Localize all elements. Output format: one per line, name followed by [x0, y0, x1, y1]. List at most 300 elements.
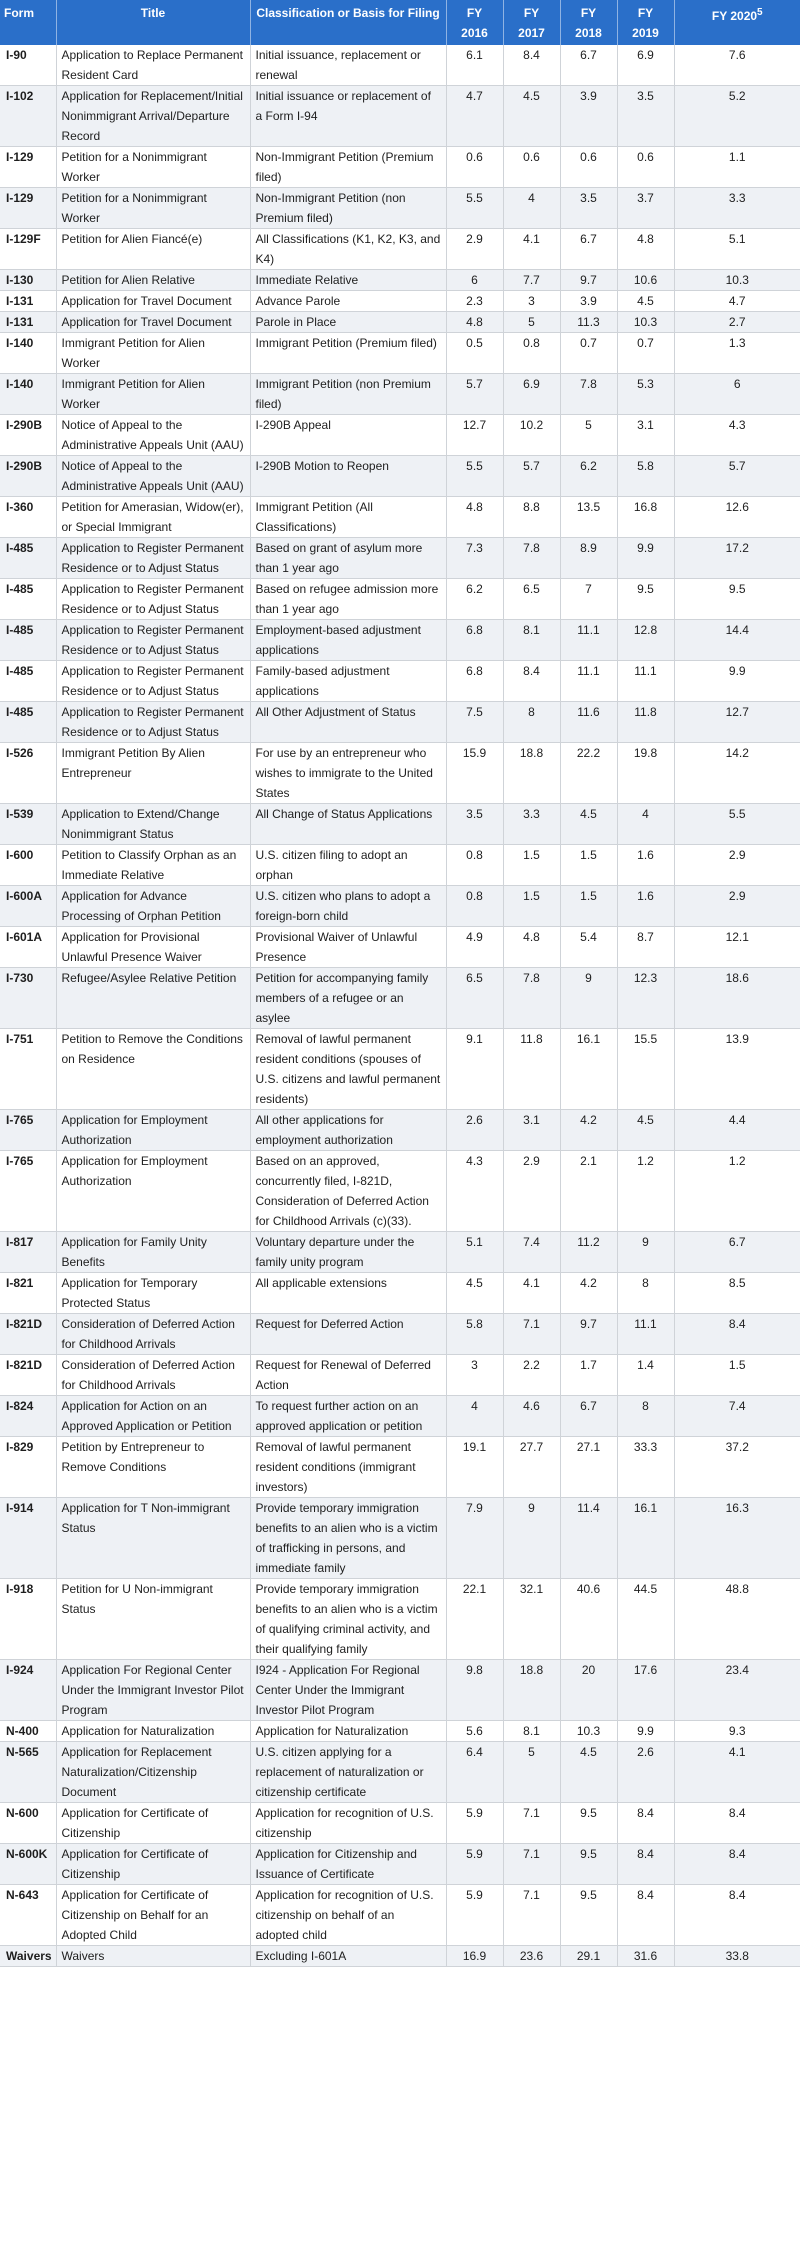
fy2019-cell: 12.8	[617, 620, 674, 661]
classification-cell: U.S. citizen who plans to adopt a foreign-born child	[250, 886, 446, 927]
fy2018-cell: 27.1	[560, 1437, 617, 1498]
classification-cell: Provide temporary immigration benefits to an alien who is a victim of qualifying criminal activity, and their qualifying family	[250, 1579, 446, 1660]
fy2020-cell: 9.3	[674, 1721, 800, 1742]
fy2018-cell: 4.2	[560, 1273, 617, 1314]
form-cell: I-600A	[0, 886, 56, 927]
fy2019-cell: 4.5	[617, 1110, 674, 1151]
fy2020-cell: 8.4	[674, 1803, 800, 1844]
table-row	[0, 886, 800, 927]
classification-cell: Removal of lawful permanent resident conditions (spouses of U.S. citizens and lawful permanent residents)	[250, 1029, 446, 1110]
fy2018-cell: 1.5	[560, 845, 617, 886]
fy2018-cell: 3.9	[560, 291, 617, 312]
fy2016-cell: 12.7	[446, 415, 503, 456]
form-cell: I-824	[0, 1396, 56, 1437]
table-row	[0, 1946, 800, 1967]
table-row	[0, 1151, 800, 1232]
fy2017-cell: 7.1	[503, 1844, 560, 1885]
fy2018-cell: 11.2	[560, 1232, 617, 1273]
fy2016-cell: 0.8	[446, 886, 503, 927]
fy2019-cell: 9.5	[617, 579, 674, 620]
fy2019-cell: 10.3	[617, 312, 674, 333]
fy2017-cell: 10.2	[503, 415, 560, 456]
title-cell: Petition for U Non-immigrant Status	[56, 1579, 250, 1660]
form-cell: I-131	[0, 291, 56, 312]
fy2018-cell: 11.1	[560, 620, 617, 661]
fy2016-cell: 15.9	[446, 743, 503, 804]
fy2019-cell: 19.8	[617, 743, 674, 804]
table-row	[0, 270, 800, 291]
form-cell: I-129	[0, 147, 56, 188]
fy2020-cell: 1.3	[674, 333, 800, 374]
form-cell: I-140	[0, 333, 56, 374]
table-row	[0, 1232, 800, 1273]
fy2016-cell: 4.8	[446, 497, 503, 538]
title-cell: Application for Provisional Unlawful Presence Waiver	[56, 927, 250, 968]
title-cell: Application for Travel Document	[56, 291, 250, 312]
fy2020-cell: 2.9	[674, 845, 800, 886]
fy2020-cell: 7.4	[674, 1396, 800, 1437]
form-cell: I-290B	[0, 415, 56, 456]
table-row	[0, 1579, 800, 1660]
fy2017-cell: 32.1	[503, 1579, 560, 1660]
form-cell: N-643	[0, 1885, 56, 1946]
fy2018-cell: 11.6	[560, 702, 617, 743]
fy2020-cell: 48.8	[674, 1579, 800, 1660]
table-row	[0, 291, 800, 312]
fy2016-cell: 4.3	[446, 1151, 503, 1232]
form-cell: I-485	[0, 661, 56, 702]
fy2018-cell: 13.5	[560, 497, 617, 538]
fy2019-cell: 9.9	[617, 538, 674, 579]
fy2016-cell: 9.1	[446, 1029, 503, 1110]
fy2016-cell: 6.2	[446, 579, 503, 620]
fy2019-cell: 15.5	[617, 1029, 674, 1110]
title-cell: Application to Extend/Change Nonimmigrant Status	[56, 804, 250, 845]
title-cell: Application for Travel Document	[56, 312, 250, 333]
table-row	[0, 661, 800, 702]
header-form	[0, 0, 56, 45]
fy2019-cell: 1.6	[617, 886, 674, 927]
fy2016-cell: 4.7	[446, 86, 503, 147]
fy2016-cell: 22.1	[446, 1579, 503, 1660]
title-cell: Notice of Appeal to the Administrative Appeals Unit (AAU)	[56, 456, 250, 497]
header-fy2017	[503, 0, 560, 45]
title-cell: Application for Certificate of Citizenship	[56, 1844, 250, 1885]
form-cell: I-829	[0, 1437, 56, 1498]
fy2019-cell: 11.8	[617, 702, 674, 743]
fy2018-cell: 6.2	[560, 456, 617, 497]
classification-cell: Provisional Waiver of Unlawful Presence	[250, 927, 446, 968]
fy2017-cell: 8.4	[503, 45, 560, 86]
form-cell: I-90	[0, 45, 56, 86]
table-row	[0, 743, 800, 804]
fy2020-cell: 1.1	[674, 147, 800, 188]
fy2020-cell: 12.7	[674, 702, 800, 743]
fy2018-cell: 3.9	[560, 86, 617, 147]
fy2017-cell: 8	[503, 702, 560, 743]
fy2017-cell: 5	[503, 312, 560, 333]
classification-cell: Excluding I-601A	[250, 1946, 446, 1967]
title-cell: Notice of Appeal to the Administrative Appeals Unit (AAU)	[56, 415, 250, 456]
form-cell: I-751	[0, 1029, 56, 1110]
fy2019-cell: 9	[617, 1232, 674, 1273]
form-cell: I-129F	[0, 229, 56, 270]
form-cell: N-400	[0, 1721, 56, 1742]
title-cell: Application for Employment Authorization	[56, 1151, 250, 1232]
fy2017-cell: 7.1	[503, 1803, 560, 1844]
classification-cell: Immediate Relative	[250, 270, 446, 291]
table-row	[0, 1314, 800, 1355]
table-row	[0, 188, 800, 229]
fy2018-cell: 8.9	[560, 538, 617, 579]
header-title	[56, 0, 250, 45]
fy2017-cell: 5	[503, 1742, 560, 1803]
fy2020-cell: 4.3	[674, 415, 800, 456]
fy2019-cell: 17.6	[617, 1660, 674, 1721]
table-row	[0, 333, 800, 374]
fy2020-cell: 9.9	[674, 661, 800, 702]
fy2018-cell: 9.5	[560, 1803, 617, 1844]
fy2017-cell: 8.1	[503, 1721, 560, 1742]
fy2020-cell: 7.6	[674, 45, 800, 86]
title-cell: Application for Family Unity Benefits	[56, 1232, 250, 1273]
fy2016-cell: 4.9	[446, 927, 503, 968]
fy2017-cell: 11.8	[503, 1029, 560, 1110]
header-fy2016-line1: FY	[466, 6, 483, 20]
table-row	[0, 804, 800, 845]
classification-cell: U.S. citizen filing to adopt an orphan	[250, 845, 446, 886]
fy2017-cell: 0.8	[503, 333, 560, 374]
fy2016-cell: 5.9	[446, 1803, 503, 1844]
classification-cell: All Classifications (K1, K2, K3, and K4)	[250, 229, 446, 270]
fy2017-cell: 4.6	[503, 1396, 560, 1437]
form-cell: I-821D	[0, 1314, 56, 1355]
fy2018-cell: 29.1	[560, 1946, 617, 1967]
classification-cell: Request for Deferred Action	[250, 1314, 446, 1355]
form-cell: I-102	[0, 86, 56, 147]
form-cell: I-539	[0, 804, 56, 845]
fy2019-cell: 3.1	[617, 415, 674, 456]
title-cell: Application for Replacement Naturalization/Citizenship Document	[56, 1742, 250, 1803]
title-cell: Waivers	[56, 1946, 250, 1967]
form-cell: I-817	[0, 1232, 56, 1273]
table-row	[0, 927, 800, 968]
title-cell: Application for Replacement/Initial Nonimmigrant Arrival/Departure Record	[56, 86, 250, 147]
fy2017-cell: 6.5	[503, 579, 560, 620]
fy2019-cell: 3.5	[617, 86, 674, 147]
fy2019-cell: 1.4	[617, 1355, 674, 1396]
fy2018-cell: 0.7	[560, 333, 617, 374]
fy2020-cell: 13.9	[674, 1029, 800, 1110]
fy2020-cell: 33.8	[674, 1946, 800, 1967]
header-fy2016-line2: 2016	[461, 26, 488, 40]
title-cell: Refugee/Asylee Relative Petition	[56, 968, 250, 1029]
classification-cell: I924 - Application For Regional Center Under the Immigrant Investor Pilot Program	[250, 1660, 446, 1721]
table-row	[0, 45, 800, 86]
fy2018-cell: 6.7	[560, 45, 617, 86]
header-fy2017-line2: 2017	[518, 26, 545, 40]
fy2017-cell: 4.1	[503, 229, 560, 270]
fy2018-cell: 9.5	[560, 1885, 617, 1946]
form-cell: I-485	[0, 579, 56, 620]
table-row	[0, 620, 800, 661]
form-cell: N-565	[0, 1742, 56, 1803]
fy2017-cell: 3.3	[503, 804, 560, 845]
classification-cell: Provide temporary immigration benefits to an alien who is a victim of trafficking in persons, and immediate family	[250, 1498, 446, 1579]
fy2018-cell: 5.4	[560, 927, 617, 968]
fy2017-cell: 5.7	[503, 456, 560, 497]
header-classification	[250, 0, 446, 45]
fy2019-cell: 8.4	[617, 1844, 674, 1885]
fy2018-cell: 9	[560, 968, 617, 1029]
fy2019-cell: 11.1	[617, 661, 674, 702]
table-row	[0, 1844, 800, 1885]
title-cell: Application for Temporary Protected Status	[56, 1273, 250, 1314]
form-cell: I-140	[0, 374, 56, 415]
classification-cell: Application for Naturalization	[250, 1721, 446, 1742]
fy2019-cell: 8.7	[617, 927, 674, 968]
table-row	[0, 538, 800, 579]
title-cell: Application to Register Permanent Residence or to Adjust Status	[56, 538, 250, 579]
header-fy2018	[560, 0, 617, 45]
fy2020-cell: 8.4	[674, 1314, 800, 1355]
fy2018-cell: 5	[560, 415, 617, 456]
fy2016-cell: 2.9	[446, 229, 503, 270]
table-row	[0, 147, 800, 188]
fy2018-cell: 7.8	[560, 374, 617, 415]
fy2016-cell: 5.9	[446, 1844, 503, 1885]
classification-cell: I-290B Appeal	[250, 415, 446, 456]
classification-cell: U.S. citizen applying for a replacement of naturalization or citizenship certificate	[250, 1742, 446, 1803]
fy2017-cell: 4.5	[503, 86, 560, 147]
title-cell: Immigrant Petition for Alien Worker	[56, 333, 250, 374]
fy2019-cell: 8	[617, 1273, 674, 1314]
form-cell: I-765	[0, 1151, 56, 1232]
fy2019-cell: 11.1	[617, 1314, 674, 1355]
header-fy2017-line1: FY	[523, 6, 540, 20]
classification-cell: All applicable extensions	[250, 1273, 446, 1314]
fy2017-cell: 4.1	[503, 1273, 560, 1314]
fy2019-cell: 4	[617, 804, 674, 845]
fy2020-cell: 23.4	[674, 1660, 800, 1721]
title-cell: Immigrant Petition for Alien Worker	[56, 374, 250, 415]
table-row	[0, 497, 800, 538]
table-row	[0, 312, 800, 333]
fy2017-cell: 7.1	[503, 1314, 560, 1355]
header-fy2019-line1: FY	[637, 6, 654, 20]
table-row	[0, 374, 800, 415]
fy2016-cell: 4.5	[446, 1273, 503, 1314]
table-row	[0, 456, 800, 497]
fy2018-cell: 9.7	[560, 270, 617, 291]
fy2018-cell: 4.2	[560, 1110, 617, 1151]
fy2016-cell: 5.7	[446, 374, 503, 415]
classification-cell: Non-Immigrant Petition (Premium filed)	[250, 147, 446, 188]
form-cell: I-765	[0, 1110, 56, 1151]
fy2017-cell: 6.9	[503, 374, 560, 415]
table-row	[0, 86, 800, 147]
fy2020-cell: 9.5	[674, 579, 800, 620]
form-cell: N-600K	[0, 1844, 56, 1885]
fy2016-cell: 0.8	[446, 845, 503, 886]
fy2016-cell: 9.8	[446, 1660, 503, 1721]
fy2016-cell: 7.9	[446, 1498, 503, 1579]
classification-cell: Advance Parole	[250, 291, 446, 312]
classification-cell: I-290B Motion to Reopen	[250, 456, 446, 497]
table-row	[0, 1721, 800, 1742]
form-cell: I-129	[0, 188, 56, 229]
fy2016-cell: 6.8	[446, 620, 503, 661]
fy2016-cell: 5.5	[446, 456, 503, 497]
fy2016-cell: 0.6	[446, 147, 503, 188]
header-title-label: Title	[140, 6, 166, 20]
fy2019-cell: 16.1	[617, 1498, 674, 1579]
title-cell: Petition for Alien Fiancé(e)	[56, 229, 250, 270]
fy2019-cell: 0.7	[617, 333, 674, 374]
fy2016-cell: 5.1	[446, 1232, 503, 1273]
fy2017-cell: 7.1	[503, 1885, 560, 1946]
classification-cell: Immigrant Petition (non Premium filed)	[250, 374, 446, 415]
table-row	[0, 1396, 800, 1437]
fy2018-cell: 11.1	[560, 661, 617, 702]
fy2016-cell: 6.1	[446, 45, 503, 86]
fy2016-cell: 2.6	[446, 1110, 503, 1151]
fy2020-cell: 5.5	[674, 804, 800, 845]
classification-cell: Based on refugee admission more than 1 year ago	[250, 579, 446, 620]
classification-cell: Based on an approved, concurrently filed, I-821D, Consideration of Deferred Action for Childhood Arrivals (c)(33).	[250, 1151, 446, 1232]
form-cell: I-130	[0, 270, 56, 291]
title-cell: Petition for a Nonimmigrant Worker	[56, 147, 250, 188]
fy2020-cell: 1.2	[674, 1151, 800, 1232]
form-cell: I-526	[0, 743, 56, 804]
title-cell: Petition for a Nonimmigrant Worker	[56, 188, 250, 229]
form-cell: I-485	[0, 620, 56, 661]
form-cell: I-730	[0, 968, 56, 1029]
fy2016-cell: 16.9	[446, 1946, 503, 1967]
fy2018-cell: 0.6	[560, 147, 617, 188]
fy2020-cell: 8.4	[674, 1844, 800, 1885]
fy2020-cell: 12.6	[674, 497, 800, 538]
header-fy2020-label: FY 2020	[711, 9, 758, 23]
table-row	[0, 579, 800, 620]
fy2017-cell: 27.7	[503, 1437, 560, 1498]
form-cell: Waivers	[0, 1946, 56, 1967]
table-row	[0, 1437, 800, 1498]
title-cell: Petition for Amerasian, Widow(er), or Special Immigrant	[56, 497, 250, 538]
fy2016-cell: 6.8	[446, 661, 503, 702]
form-cell: I-914	[0, 1498, 56, 1579]
fy2020-cell: 1.5	[674, 1355, 800, 1396]
table-row	[0, 845, 800, 886]
fy2016-cell: 5.9	[446, 1885, 503, 1946]
fy2020-cell: 8.5	[674, 1273, 800, 1314]
table-row	[0, 415, 800, 456]
fy2016-cell: 3.5	[446, 804, 503, 845]
classification-cell: Petition for accompanying family members of a refugee or an asylee	[250, 968, 446, 1029]
classification-cell: Immigrant Petition (All Classifications)	[250, 497, 446, 538]
fy2018-cell: 11.3	[560, 312, 617, 333]
classification-cell: All other applications for employment authorization	[250, 1110, 446, 1151]
table-row	[0, 1803, 800, 1844]
title-cell: Application for T Non-immigrant Status	[56, 1498, 250, 1579]
fy2020-cell: 14.4	[674, 620, 800, 661]
fy2016-cell: 7.3	[446, 538, 503, 579]
fy2017-cell: 8.1	[503, 620, 560, 661]
fy2020-cell: 18.6	[674, 968, 800, 1029]
table-row	[0, 1029, 800, 1110]
classification-cell: Immigrant Petition (Premium filed)	[250, 333, 446, 374]
fy2020-cell: 5.1	[674, 229, 800, 270]
title-cell: Application to Register Permanent Residence or to Adjust Status	[56, 579, 250, 620]
title-cell: Petition to Classify Orphan as an Immediate Relative	[56, 845, 250, 886]
form-cell: I-821D	[0, 1355, 56, 1396]
classification-cell: Application for recognition of U.S. citizenship on behalf of an adopted child	[250, 1885, 446, 1946]
fy2018-cell: 10.3	[560, 1721, 617, 1742]
fy2017-cell: 18.8	[503, 1660, 560, 1721]
table-row	[0, 968, 800, 1029]
fy2019-cell: 8	[617, 1396, 674, 1437]
fy2020-cell: 4.7	[674, 291, 800, 312]
table-row	[0, 1742, 800, 1803]
fy2016-cell: 5.6	[446, 1721, 503, 1742]
fy2017-cell: 18.8	[503, 743, 560, 804]
fy2018-cell: 3.5	[560, 188, 617, 229]
fy2020-cell: 2.7	[674, 312, 800, 333]
fy2020-cell: 10.3	[674, 270, 800, 291]
fy2020-cell: 6	[674, 374, 800, 415]
classification-cell: Voluntary departure under the family unity program	[250, 1232, 446, 1273]
classification-cell: Parole in Place	[250, 312, 446, 333]
fy2019-cell: 6.9	[617, 45, 674, 86]
header-fy2018-line2: 2018	[575, 26, 602, 40]
fy2016-cell: 6	[446, 270, 503, 291]
title-cell: Application for Employment Authorization	[56, 1110, 250, 1151]
fy2020-cell: 5.7	[674, 456, 800, 497]
classification-cell: For use by an entrepreneur who wishes to immigrate to the United States	[250, 743, 446, 804]
fy2020-cell: 8.4	[674, 1885, 800, 1946]
title-cell: Application for Certificate of Citizenship on Behalf for an Adopted Child	[56, 1885, 250, 1946]
fy2017-cell: 23.6	[503, 1946, 560, 1967]
header-fy2016	[446, 0, 503, 45]
fy2016-cell: 3	[446, 1355, 503, 1396]
header-fy2020	[674, 0, 800, 45]
fy2016-cell: 5.8	[446, 1314, 503, 1355]
classification-cell: Initial issuance or replacement of a Form I-94	[250, 86, 446, 147]
header-fy2019	[617, 0, 674, 45]
header-fy2019-line2: 2019	[632, 26, 659, 40]
fy2020-cell: 6.7	[674, 1232, 800, 1273]
classification-cell: All Other Adjustment of Status	[250, 702, 446, 743]
fy2019-cell: 31.6	[617, 1946, 674, 1967]
classification-cell: Application for Citizenship and Issuance of Certificate	[250, 1844, 446, 1885]
fy2020-cell: 14.2	[674, 743, 800, 804]
fy2019-cell: 4.8	[617, 229, 674, 270]
title-cell: Petition to Remove the Conditions on Residence	[56, 1029, 250, 1110]
fy2020-cell: 17.2	[674, 538, 800, 579]
form-cell: N-600	[0, 1803, 56, 1844]
fy2016-cell: 4	[446, 1396, 503, 1437]
classification-cell: Family-based adjustment applications	[250, 661, 446, 702]
fy2016-cell: 4.8	[446, 312, 503, 333]
fy2019-cell: 0.6	[617, 147, 674, 188]
classification-cell: Request for Renewal of Deferred Action	[250, 1355, 446, 1396]
title-cell: Consideration of Deferred Action for Childhood Arrivals	[56, 1314, 250, 1355]
form-cell: I-601A	[0, 927, 56, 968]
table-row	[0, 1885, 800, 1946]
fy2019-cell: 3.7	[617, 188, 674, 229]
fy2020-cell: 3.3	[674, 188, 800, 229]
fy2020-cell: 5.2	[674, 86, 800, 147]
